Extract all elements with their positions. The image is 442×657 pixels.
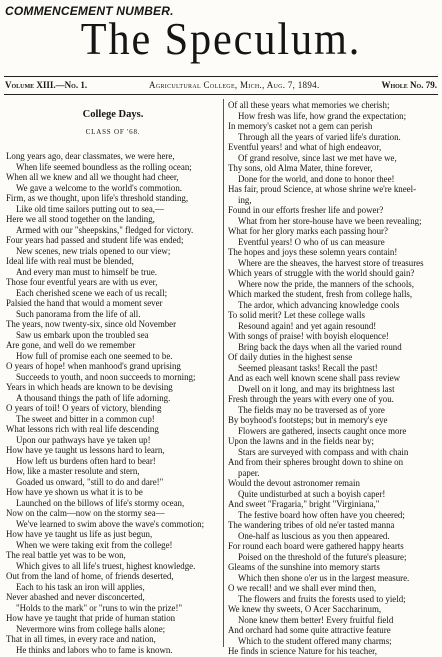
poem-line: Goaded us onward, "still to do and dare!" (16, 476, 164, 487)
newspaper-masthead: The Speculum. (80, 14, 362, 64)
poem-byline: CLASS OF '68. (85, 127, 141, 136)
header-top-rule (4, 76, 438, 77)
poem-line: Seemed pleasant tasks! Recall the past! (238, 362, 378, 373)
poem-line: Launched on the billows of life's stormy ocean, (16, 497, 185, 508)
poem-line: By boyhood's footsteps; but in memory's eye (228, 415, 388, 425)
poem-line: Which years of struggle with the world should gain? (228, 268, 415, 278)
poem-line: Quite undisturbed at such a boyish caper! (238, 488, 386, 499)
poem-line: Of daily duties in the highest sense (228, 352, 353, 362)
poem-line: Saw us embark upon the troubled sea (16, 329, 149, 340)
poem-line: Fresh through the years with every one of you. (228, 394, 394, 404)
poem-line: Each to his task an iron will applies, (16, 581, 145, 592)
poem-line: How, like a master resolute and stern, (6, 466, 140, 476)
poem-line: Years in which heads are known to be devising (6, 382, 173, 392)
poem-line: Long years ago, dear classmates, we were here, (6, 151, 175, 161)
poem-line: What for her glory marks each passing hour? (228, 226, 388, 236)
poem-line: Flowers are gathered, insects caught once more (238, 425, 407, 436)
poem-line: Which marked the student, fresh from college halls, (228, 289, 413, 299)
poem-line: He thinks and labors who to fame is known. (16, 644, 173, 655)
poem-line: Palsied the hand that would a moment sever (6, 298, 163, 308)
left-poem-lines (6, 151, 220, 655)
poem-line: A thousand things the path of life adorning. (16, 392, 171, 403)
poem-line: Thy sons, old Alma Mater, thine forever, (228, 163, 373, 173)
poem-line: To solid merit? Let these college walls (228, 310, 365, 320)
poem-line: The real battle yet was to be won, (6, 550, 126, 560)
poem-line: How have ye taught that pride of human station (6, 613, 176, 623)
poem-line: Each cherished scene we each of us recall; (16, 287, 168, 298)
poem-line: Done for the world, and done to honor thee! (238, 173, 395, 184)
poem-line: The flowers and fruits the forests used to yield; (238, 593, 406, 604)
poem-line: Where are the sheaves, the harvest store of treasures (238, 257, 424, 268)
volume-number: Volume XIII.—No. 1. (5, 80, 88, 90)
poem-line: O years of toil! O years of victory, blending (6, 403, 162, 413)
poem-line: We've learned to swim above the wave's commotion; (16, 518, 205, 529)
poem-line: Gleams of the sunshine into memory starts (228, 562, 380, 572)
poem-line: Armed with our "sheepskins," fledged for victory. (16, 224, 194, 235)
poem-line: Of all these years what memories we cherish; (228, 100, 390, 110)
poem-line: How fresh was life, how grand the expectation; (238, 110, 407, 121)
poem-line: How have ye taught us life as just begun, (6, 529, 153, 539)
poem-line: For round each board were gathered happy hearts (228, 541, 404, 551)
right-column (228, 100, 438, 656)
poem-line: When we were taking exit from the college! (16, 539, 173, 550)
poem-line: What lessons rich with real life descending (6, 424, 159, 434)
poem-line: None knew them better! Every fruitful field (238, 614, 394, 625)
poem-line: That in all times, in every race and nation, (6, 634, 156, 644)
poem-line: paper. (238, 467, 260, 478)
poem-line: Four years had passed and student life was ended; (6, 235, 184, 245)
header-bottom-rule (4, 94, 438, 95)
poem-line: Succeeds to youth, and noon succeeds to morning; (16, 371, 196, 382)
poem-line: Found in our efforts fresher life and power? (228, 205, 384, 215)
poem-line: Eventful years! and what of high endeavor, (228, 142, 382, 152)
poem-line: How have ye shown us what it is to be (6, 487, 143, 497)
poem-line: O years of hope! when manhood's grand uprising (6, 361, 181, 371)
poem-line: He finds in science Nature for his teacher, (228, 646, 377, 656)
poem-line: Would the devout astronomer remain (228, 478, 360, 488)
poem-line: Bring back the days when all the varied round (238, 341, 402, 352)
poem-line: Poised on the threshold of the future's pleasure; (238, 551, 407, 562)
left-column (6, 100, 220, 655)
poem-line: With songs of praise! with boyish eloquence! (228, 331, 389, 341)
poem-line: Upon our pathways have ye taken up! (16, 434, 151, 445)
poem-line: Upon the lawns and in the fields near by; (228, 436, 374, 446)
poem-line: Of grand resolve, since last we met have we, (238, 152, 397, 163)
poem-line: The ardor, which advancing knowledge cools (238, 299, 400, 310)
poem-line: Such panorama from the life of all. (16, 308, 141, 319)
dateline (5, 79, 437, 92)
poem-line: "Holds to the mark" or "runs to win the prize!" (16, 602, 183, 613)
poem-line: What from her store-house have we been revealing; (238, 215, 422, 226)
poem-line: The years, now twenty-six, since old November (6, 319, 177, 329)
poem-line: Resound again! and yet again resound! (238, 320, 377, 331)
poem-line: In memory's casket not a gem can perish (228, 121, 373, 131)
poem-line: Are gone, and well do we remember (6, 340, 136, 350)
poem-line: Where now the pride, the manners of the schools, (238, 278, 414, 289)
poem-line: The festive board how often have you cheered; (238, 509, 405, 520)
poem-line: Never abashed and never disconcerted, (6, 592, 145, 602)
poem-line: Out from the land of home, of friends deserted, (6, 571, 174, 581)
poem-line: When life seemed boundless as the rolling ocean; (16, 161, 192, 172)
poem-line: And every man must to himself be true. (16, 266, 157, 277)
poem-title: College Days. (82, 109, 144, 120)
poem-line: Here we all stood together on the landing, (6, 214, 155, 224)
poem-line: O we recall! and we shall ever mind then, (228, 583, 377, 593)
poem-line: Firm, as we thought, upon life's threshold standing, (6, 193, 189, 203)
poem-line: Nevermore wins from college halls alone; (16, 623, 166, 634)
poem-line: Dwell on it long, and may its brightness last (238, 383, 395, 394)
poem-line: The fields may no be traversed as of yore (238, 404, 385, 415)
poem-line: Ideal life with real must be blended, (6, 256, 134, 266)
whole-number: Whole No. 79. (381, 80, 437, 90)
poem-line: Which then shone o'er us in the largest measure. (238, 572, 410, 583)
poem-line: Like old time sailors putting out to sea,— (16, 203, 164, 214)
place-date: Agricultural College, Mich., Aug. 7, 1894. (149, 80, 320, 90)
poem-line: Through all the years of varied life's duration. (238, 131, 401, 142)
poem-line: And orchard had some quite attractive feature (228, 625, 391, 635)
poem-line: The sweet and bitter in a common cup! (16, 413, 155, 424)
poem-line: And as each well known scene shall pass review (228, 373, 401, 383)
poem-line: Which to the student offered many charms; (238, 635, 392, 646)
poem-line: When all we knew and all we thought had cheer, (6, 172, 179, 182)
poem-line: How full of promise each one seemed to be. (16, 350, 173, 361)
right-poem-lines (228, 100, 438, 657)
poem-line: How have ye taught us lessons hard to learn, (6, 445, 165, 455)
poem-line: Now on the calm—now on the stormy sea— (6, 508, 165, 518)
poem-line: The wandering tribes of old ne'er tasted manna (228, 520, 395, 530)
poem-line: Has fair, proud Science, at whose shrine we're kneel- (228, 184, 417, 194)
poem-line: And from their spheres brought down to shine on (228, 457, 404, 467)
column-divider (223, 99, 224, 647)
poem-line: The hopes and joys these solemn years contain! (228, 247, 398, 257)
poem-line: New scenes, new trials opened to our view; (16, 245, 171, 256)
poem-line: One-half as luscious as you then appeared. (238, 530, 390, 541)
poem-line: Eventful years! O who of us can measure (238, 236, 385, 247)
poem-line: How left us burdens often hard to bear! (16, 455, 156, 466)
poem-line: Stars are surveyed with compass and with chain (238, 446, 409, 457)
poem-line: ing, (238, 194, 252, 205)
poem-line: We knew thy sweets, O Acer Saccharinum, (228, 604, 382, 614)
poem-line: Those four eventful years are with us ever, (6, 277, 158, 287)
poem-line: Which gives to all life's truest, highest knowledge. (16, 560, 196, 571)
poem-line: And sweet "Fragaria," bright "Virginiana," (228, 499, 380, 509)
edition-label: COMMENCEMENT NUMBER. (5, 4, 174, 18)
poem-line: We gave a welcome to the world's commotion. (16, 182, 183, 193)
